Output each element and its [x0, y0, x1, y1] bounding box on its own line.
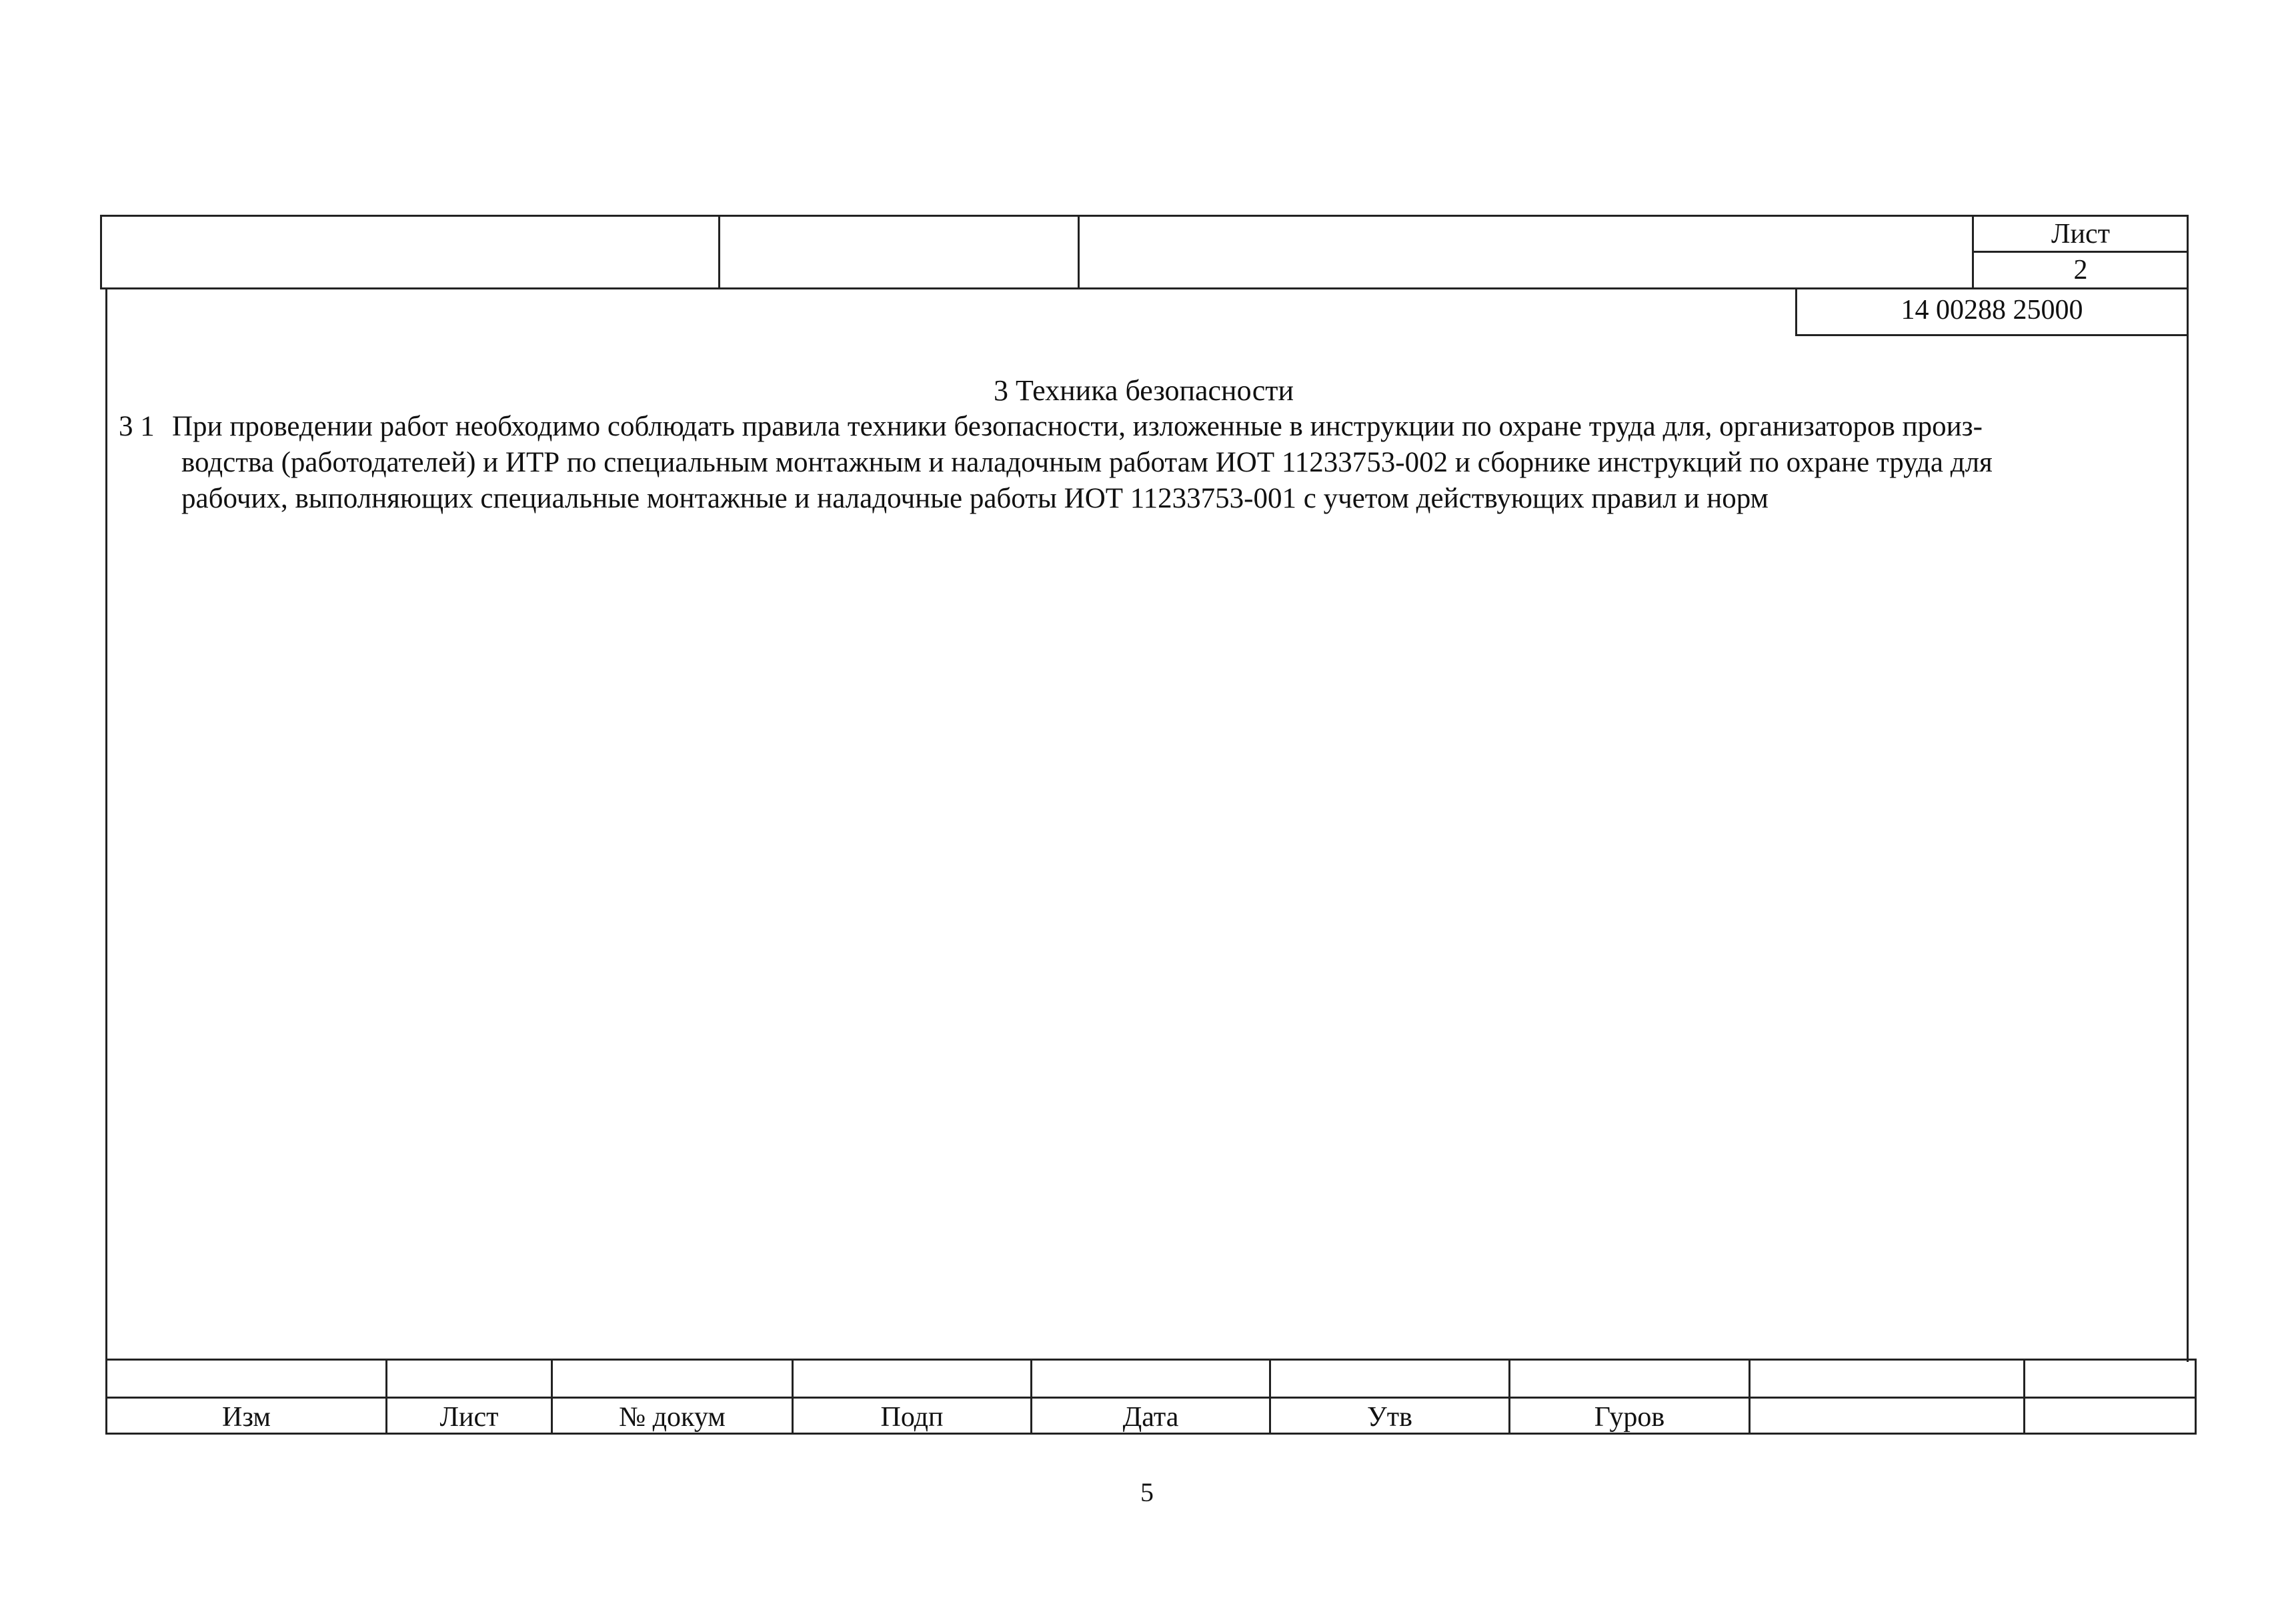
- title-block-doc-number: № докум: [619, 1402, 726, 1433]
- body-right-border: [2187, 288, 2189, 1362]
- sheet-label: Лист: [2051, 219, 2110, 249]
- sheet-number: 2: [2073, 255, 2088, 285]
- title-block-col-8: [2023, 1359, 2025, 1435]
- title-block-approved: Утв: [1367, 1402, 1412, 1433]
- paragraph-number: 3 1: [119, 411, 155, 442]
- paragraph-line-3: рабочих, выполняющих специальные монтажные и наладочные работы ИОТ 11233753-001 с учетом действующих правил и норм: [181, 483, 1769, 514]
- title-block-row-divider: [105, 1397, 2197, 1399]
- title-block-date: Дата: [1122, 1402, 1179, 1433]
- title-block-list: Лист: [439, 1402, 499, 1433]
- header-strip: [100, 215, 2189, 289]
- header-divider-1: [718, 215, 720, 289]
- paragraph-line-1: При проведении работ необходимо соблюдать правила техники безопасности, изложенные в инструкции по охране труда для, организаторов произ-: [172, 411, 1983, 442]
- title-block-col-7: [1749, 1359, 1751, 1435]
- doc-code: 14 00288 25000: [1901, 295, 2083, 325]
- title-block-izm: Изм: [222, 1402, 271, 1433]
- header-divider-2: [1078, 215, 1080, 289]
- title-block-signature: Подп: [880, 1402, 944, 1433]
- paragraph-line-2: водства (работодателей) и ИТР по специальным монтажным и наладочным работам ИОТ 11233753-002 и сборнике инструкций по охране труда для: [181, 447, 1993, 478]
- page-number: 5: [1140, 1477, 1154, 1507]
- sheet-box-divider: [1972, 251, 2189, 253]
- title-block-approver-name: Гуров: [1594, 1402, 1665, 1433]
- body-left-border: [105, 288, 107, 1362]
- section-title: 3 Техника безопасности: [993, 374, 1294, 407]
